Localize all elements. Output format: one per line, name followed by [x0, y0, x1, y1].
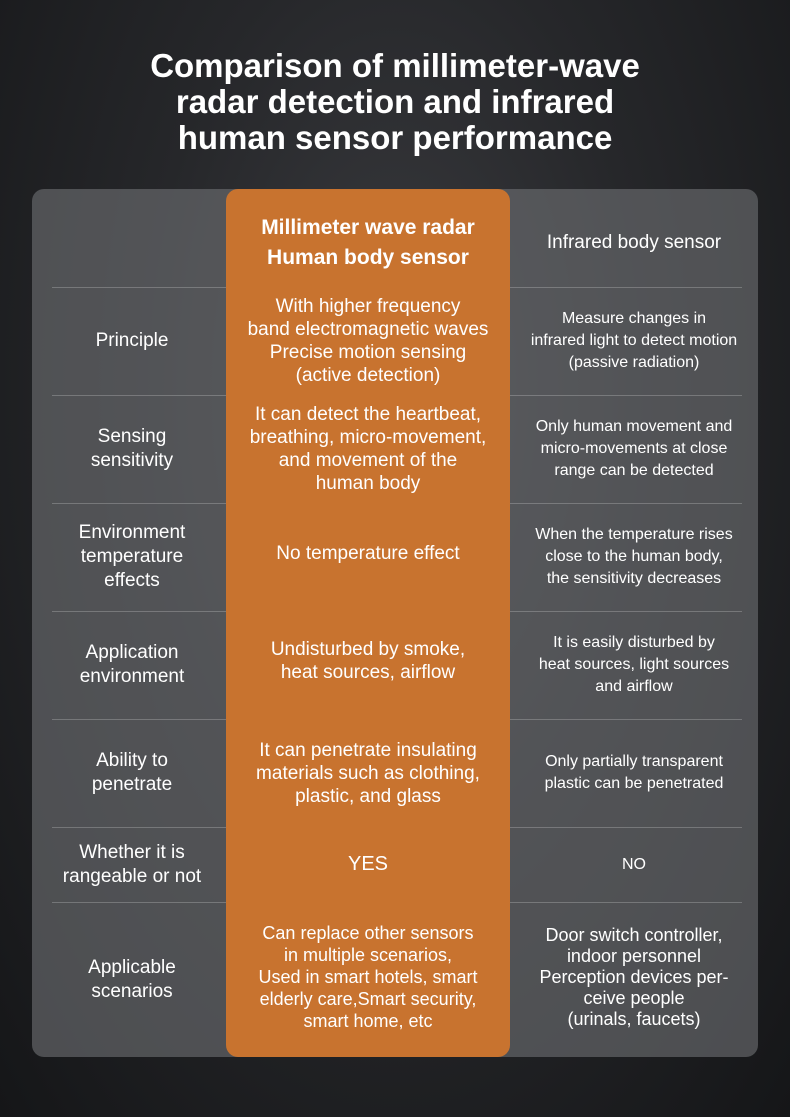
infrared-rangeable: NO	[622, 855, 646, 873]
row-label-rangeable: Whether it is rangeable or not	[62, 841, 202, 887]
title-line-1: Comparison of millimeter-wave	[150, 47, 640, 84]
infrared-ability-to-penetrate: Only partially transparent plastic can be penetrated	[544, 753, 724, 792]
row-label-ability-to-penetrate: Ability to penetrate	[91, 750, 173, 795]
infrared-sensing-sensitivity: Only human movement and micro-movements at close range can be detected	[535, 418, 733, 479]
row-label-principle: Principle	[95, 330, 169, 351]
infrared-principle: Measure changes in infrared light to detect motion (passive radiation)	[530, 310, 738, 371]
radar-applicable-scenarios: Can replace other sensors in multiple scenarios, Used in smart hotels, smart elderly care,Smart security, smart home, etc	[258, 923, 478, 1031]
header-infrared: Infrared body sensor	[546, 232, 722, 253]
infrared-application-environment: It is easily disturbed by heat sources, light sources and airflow	[538, 634, 730, 695]
page-title	[0, 48, 790, 156]
radar-sensing-sensitivity: It can detect the heartbeat, breathing, micro-movement, and movement of the human body	[249, 404, 487, 494]
radar-ability-to-penetrate: It can penetrate insulating materials such as clothing, plastic, and glass	[256, 739, 480, 807]
title-line-2: radar detection and infrared	[175, 83, 615, 120]
radar-principle: With higher frequency band electromagnetic waves Precise motion sensing (active detection)	[247, 296, 489, 386]
row-label-application-environment: Application environment	[79, 642, 185, 687]
radar-application-environment: Undisturbed by smoke, heat sources, airflow	[270, 639, 466, 683]
infrared-applicable-scenarios: Door switch controller, indoor personnel Perception devices per- ceive people (urinals, faucets)	[539, 924, 729, 1029]
header-radar: Millimeter wave radar Human body sensor	[261, 216, 475, 269]
row-label-sensing-sensitivity: Sensing sensitivity	[90, 426, 174, 471]
radar-rangeable: YES	[347, 853, 389, 875]
infrared-temperature-effects: When the temperature rises close to the human body, the sensitivity decreases	[535, 526, 733, 587]
row-label-applicable-scenarios: Applicable scenarios	[88, 956, 176, 1002]
title-line-3: human sensor performance	[177, 119, 613, 156]
radar-temperature-effects: No temperature effect	[276, 542, 460, 564]
row-label-temperature-effects: Environment temperature effects	[78, 522, 186, 591]
